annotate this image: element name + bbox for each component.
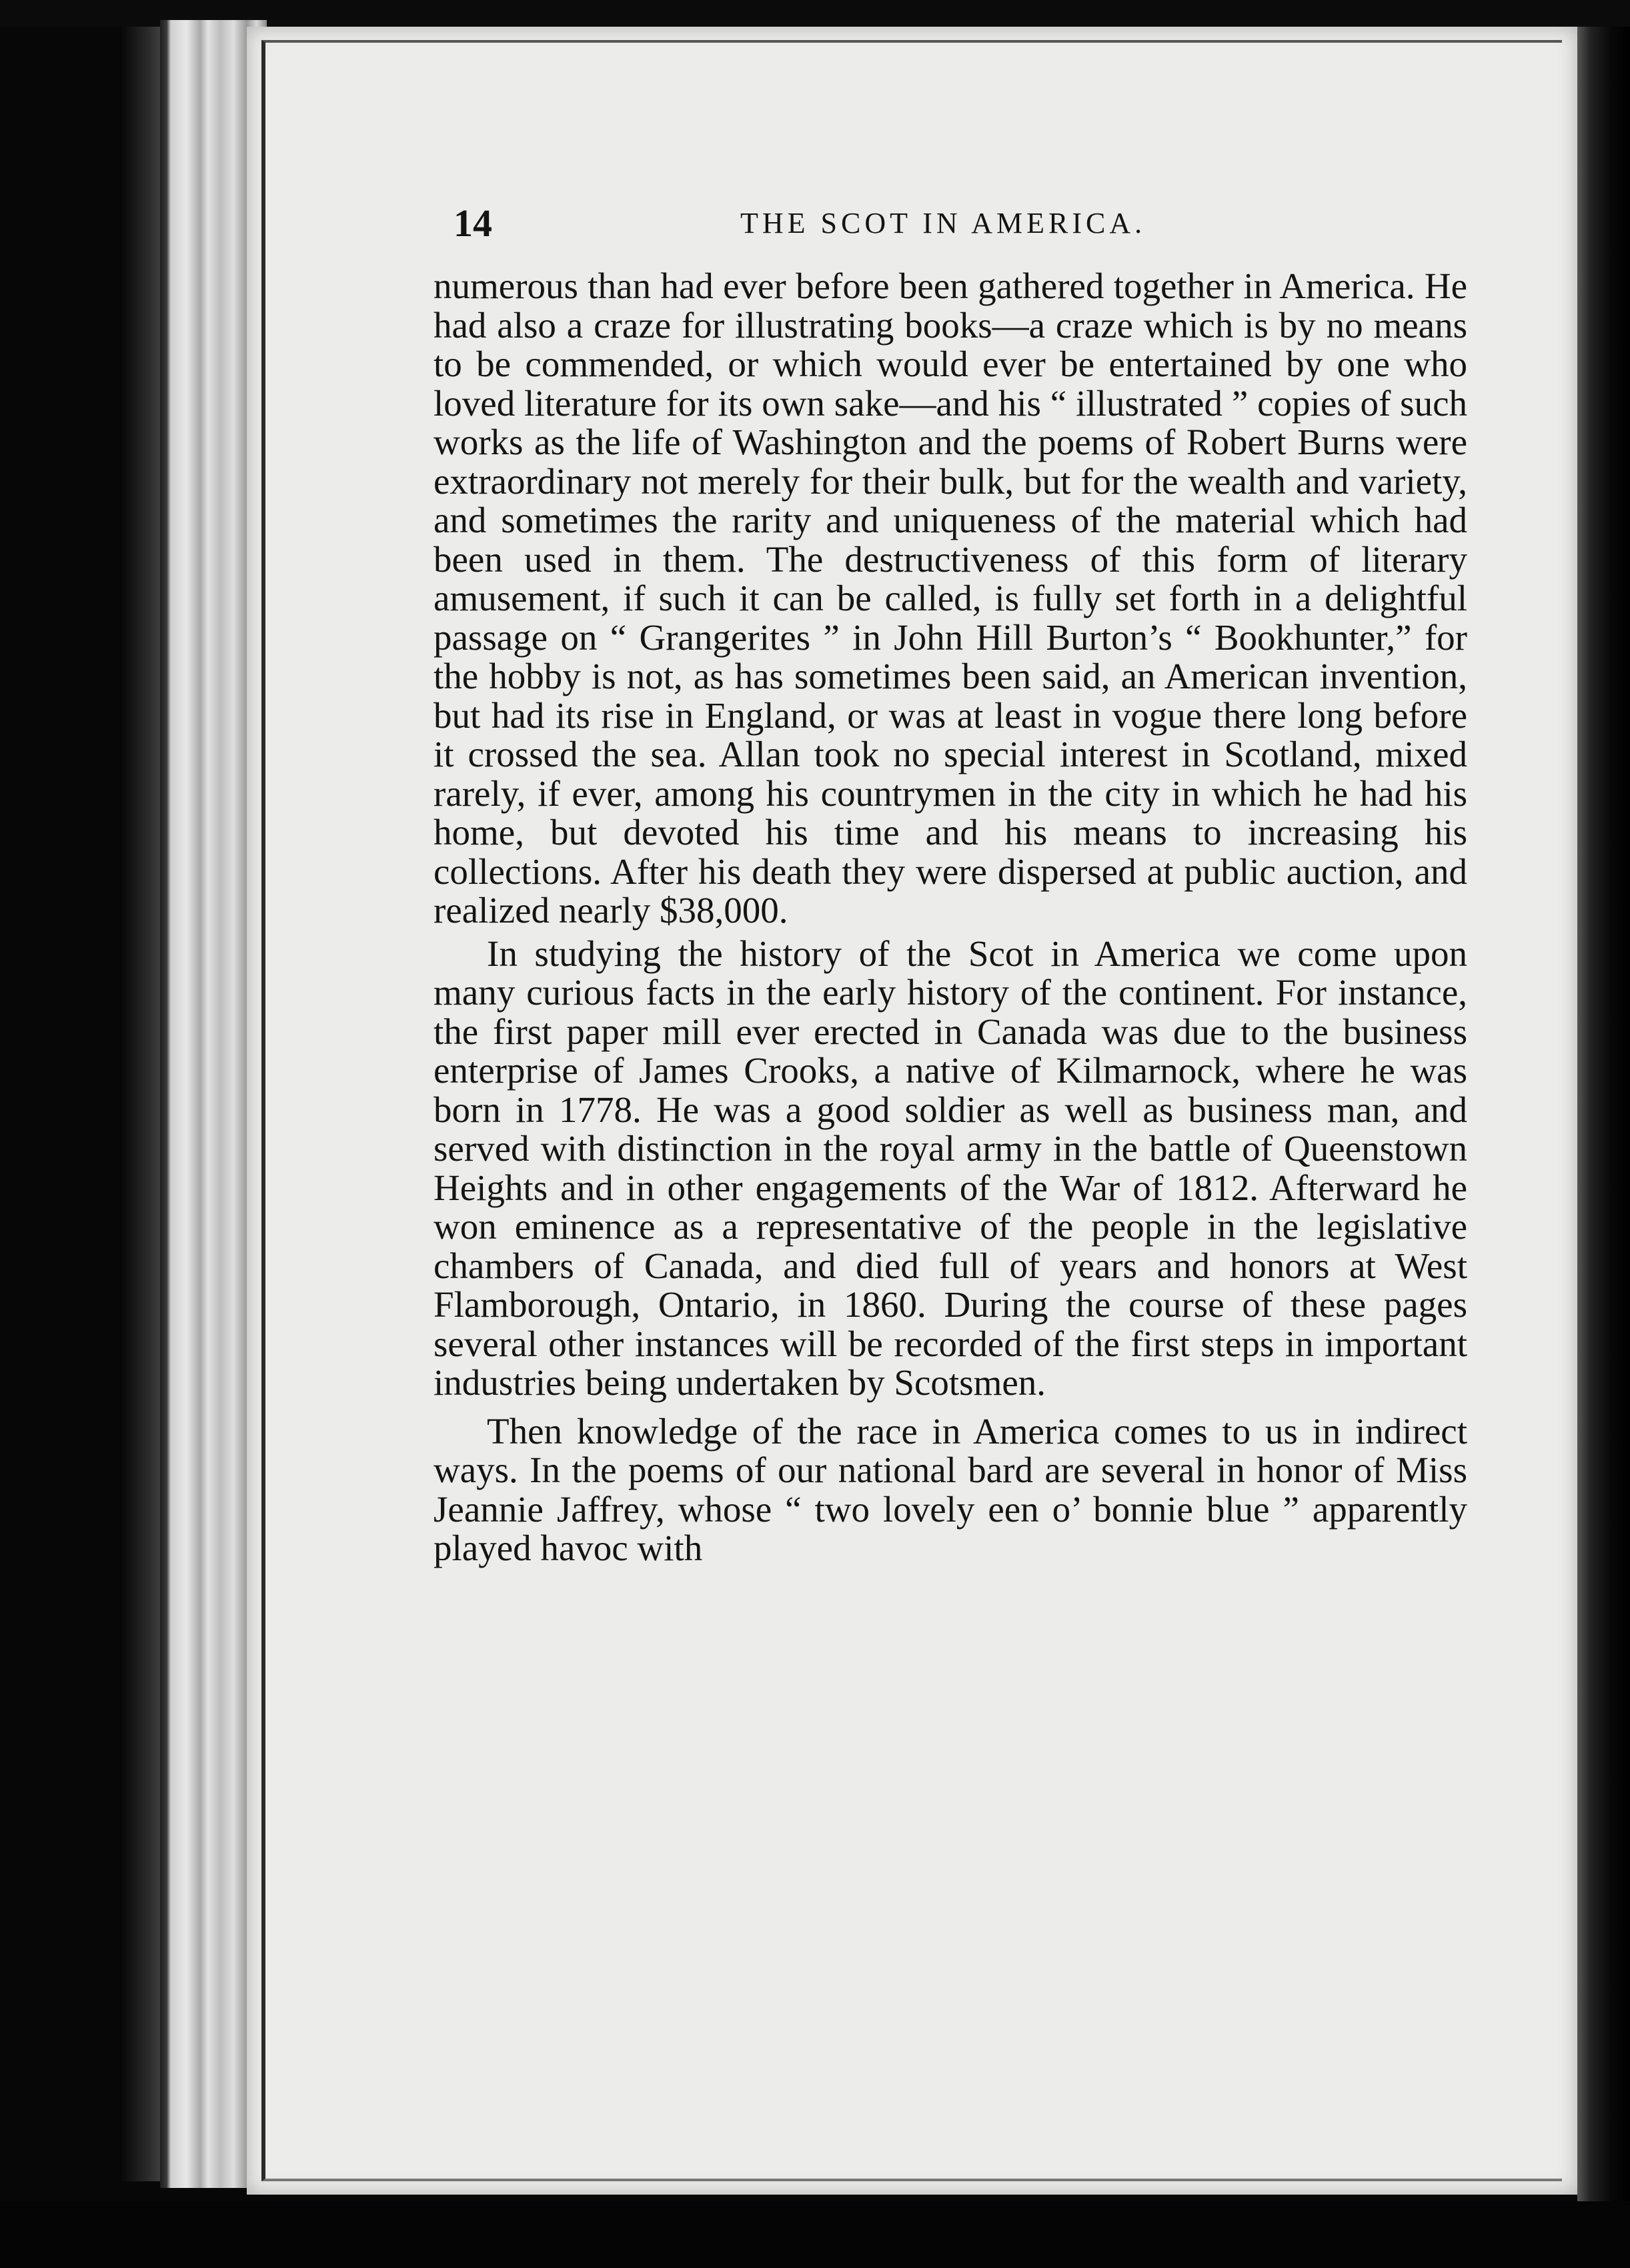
running-head: THE SCOT IN AMERICA. <box>740 207 1146 239</box>
paragraph: numerous than had ever before been gathered together in America. He had also a craze for illustrating books—a craze which is by no means to be commended, or which would ever be entertained by one who loved literature for its own sake—and his “ illustrated ” copies of such works as the life of Washington and the poems of Robert Burns were extraordinary not merely for their bulk, but for the wealth and variety, and sometimes the rarity and uniqueness of the material which had been used in them. The destructiveness of this form of literary amusement, if such it can be called, is fully set forth in a delightful passage on “ Grangerites ” in John Hill Burton’s “ Bookhunter,” for the hobby is not, as has sometimes been said, an American invention, but had its rise in England, or was at least in vogue there long before it crossed the sea. Allan took no special interest in Scotland, mixed rarely, if ever, among his countrymen in the city in which he had his home, but devoted his time and his means to increasing his collections. After his death they were dispersed at public auction, and realized nearly $38,000. <box>434 265 1467 931</box>
page-number: 14 <box>454 201 492 245</box>
body-text <box>434 267 1467 1568</box>
paragraph: Then knowledge of the race in America comes to us in indirect ways. In the poems of our national bard are several in honor of Miss Jeannie Jaffrey, whose “ two lovely een o’ bonnie blue ” apparently played havoc with <box>434 1410 1467 1568</box>
page-header <box>454 193 1494 253</box>
paragraph: In studying the history of the Scot in America we come upon many curious facts in the early history of the continent. For instance, the first paper mill ever erected in Canada was due to the business enterprise of James Crooks, a native of Kilmarnock, where he was born in 1778. He was a good soldier as well as business man, and served with distinction in the royal army in the battle of Queenstown Heights and in other engagements of the War of 1812. Afterward he won eminence as a representative of the people in the legislative chambers of Canada, and died full of years and honors at West Flamborough, Ontario, in 1860. During the course of these pages several other instances will be recorded of the first steps in important industries being undertaken by Scotsmen. <box>434 933 1467 1403</box>
scan-bottom-strip <box>0 2201 1630 2268</box>
right-gutter-shadow <box>1577 27 1630 2201</box>
